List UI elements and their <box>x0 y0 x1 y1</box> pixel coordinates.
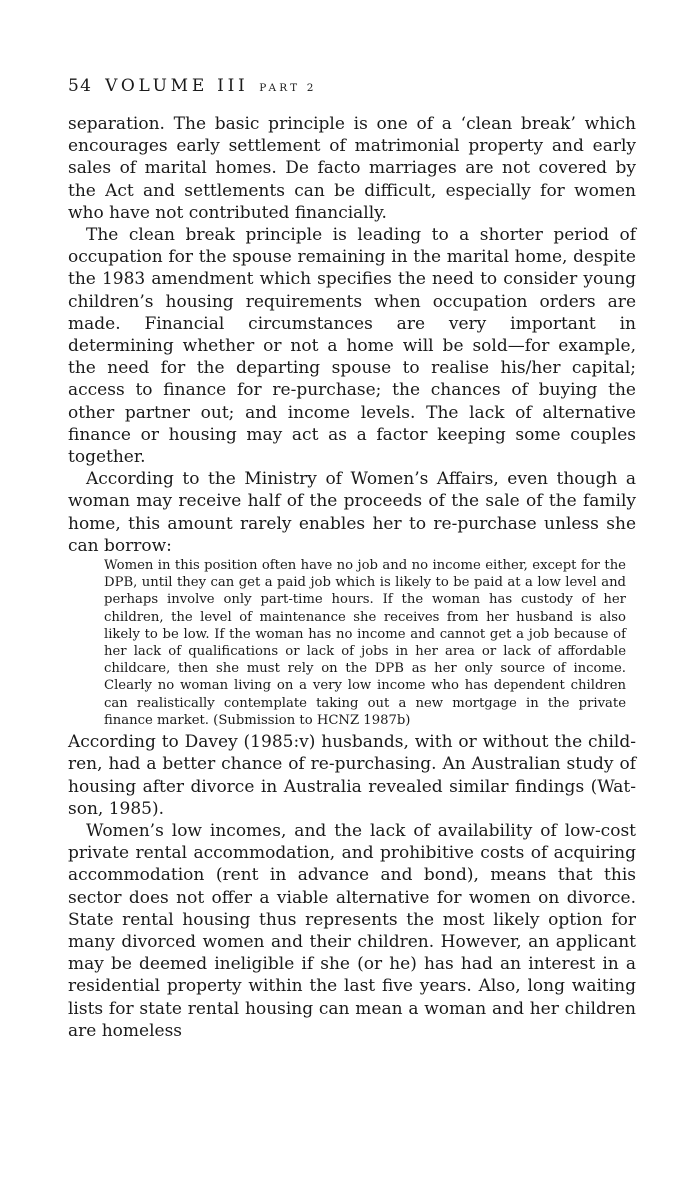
part-label: PART 2 <box>259 82 317 94</box>
paragraph-1: separation. The basic principle is one of a ‘clean break’ which encourages early settlement of matrimonial property and early sales of marital homes. De facto marriages are not covered by the Act and settlements can be difficult, especially for women who have not contributed financially. <box>68 114 636 223</box>
paragraph-3: According to the Ministry of Women’s Affairs, even though a woman may receive half of the proceeds of the sale of the family home, this amount rarely enables her to re-purchase unless she can borrow: <box>68 469 636 556</box>
block-quote: Women in this position often have no job and no income either, except for the DPB, until they can get a paid job which is likely to be paid at a low level and perhaps involve only part-time hours. If the woman has custody of her children, the level of maintenance she receives from her husband is also likely to be low. If the woman has no income and cannot get a job because of her lack of qualifications or lack of jobs in her area or lack of affordable childcare, then she must rely on the DPB as her only source of income. Clearly no woman living on a very low income who has dependent children can realistically contemplate taking out a new mortgage in the private finance market. (Submission to HCNZ 1987b) <box>104 558 626 728</box>
running-header <box>68 76 317 98</box>
paragraph-4: According to Davey (1985:v) husbands, with or without the children, had a better chance of re-purchasing. An Australian study of housing after divorce in Australia revealed similar findings (Watson, 1985). <box>68 732 636 819</box>
paragraph-5: Women’s low incomes, and the lack of availability of low-cost private rental accommodation, and prohibitive costs of acquiring accommodation (rent in advance and bond), means that this sector does not offer a viable alternative for women on divorce. State rental housing thus represents the most likely option for many divorced women and their children. However, an applicant may be deemed ineligible if she (or he) has had an interest in a residential property within the last five years. Also, long waiting lists for state rental housing can mean a woman and her children are homeless <box>68 820 636 1041</box>
volume-label: VOLUME III <box>105 76 249 96</box>
page-number: 54 <box>68 76 93 96</box>
body-text <box>68 113 636 1042</box>
paragraph-2: The clean break principle is leading to a shorter period of occupation for the spouse remaining in the marital home, despite the 1983 amendment which specifies the need to consider young children’s housing requirements when occupation orders are made. Financial circumstances are very important in determining whether or not a home will be sold—for example, the need for the departing spouse to realise his/her capital; access to finance for re-purchase; the chances of buying the other partner out; and income levels. The lack of alternative finance or housing may act as a factor keeping some couples together. <box>68 225 636 468</box>
